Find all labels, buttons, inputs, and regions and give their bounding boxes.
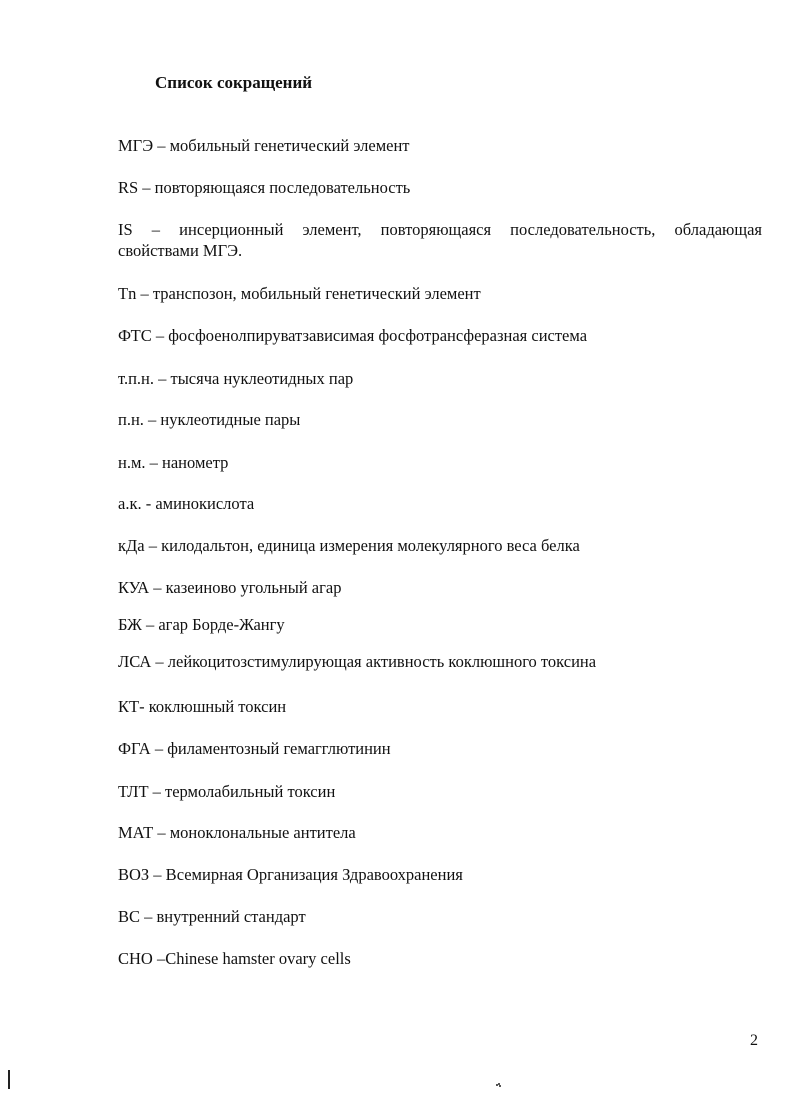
- abbreviation-entry: КТ- коклюшный токсин: [118, 697, 287, 716]
- abbreviation-entry: ФГА – филаментозный гемагглютинин: [118, 739, 391, 758]
- abbreviation-entry: БЖ – агар Борде-Жангу: [118, 615, 285, 634]
- abbreviation-entry: ФТС – фосфоенолпируватзависимая фосфотрансферазная система: [118, 326, 588, 345]
- abbreviation-entry: п.н. – нуклеотидные пары: [118, 410, 301, 429]
- abbreviation-entry-line: IS – инсерционный элемент, повторяющаяся последовательность, обладающая: [118, 220, 762, 239]
- abbreviation-entry: ВС – внутренний стандарт: [118, 907, 306, 926]
- abbreviation-entry-line: свойствами МГЭ.: [118, 241, 243, 260]
- abbreviation-entry: CHO –Chinese hamster ovary cells: [118, 949, 351, 968]
- abbreviation-entry: МАТ – моноклональные антитела: [118, 823, 356, 842]
- abbreviation-entry: ЛСА – лейкоцитозстимулирующая активность коклюшного токсина: [118, 652, 597, 671]
- abbreviation-entry: RS – повторяющаяся последовательность: [118, 178, 411, 197]
- scan-speck: [496, 1083, 501, 1086]
- page-title: Список сокращений: [155, 73, 313, 92]
- abbreviation-entry: [118, 219, 762, 261]
- abbreviation-entry: ВОЗ – Всемирная Организация Здравоохранения: [118, 865, 463, 884]
- abbreviation-entry: т.п.н. – тысяча нуклеотидных пар: [118, 369, 354, 388]
- abbreviation-entry: ТЛТ – термолабильный токсин: [118, 782, 336, 801]
- abbreviation-entry: н.м. – нанометр: [118, 453, 229, 472]
- abbreviation-entry: кДа – килодальтон, единица измерения молекулярного веса белка: [118, 536, 580, 555]
- abbreviation-entry: Tn – транспозон, мобильный генетический элемент: [118, 284, 481, 303]
- abbreviation-entry: МГЭ – мобильный генетический элемент: [118, 136, 410, 155]
- abbreviation-entry: КУА – казеиново угольный агар: [118, 578, 342, 597]
- scan-edge-mark: [8, 1070, 10, 1089]
- page-number: 2: [750, 1032, 758, 1049]
- abbreviation-entry: а.к. - аминокислота: [118, 494, 255, 513]
